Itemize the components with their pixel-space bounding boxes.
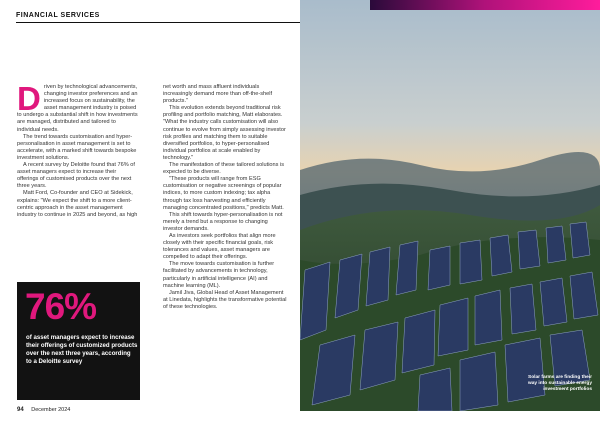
paragraph: The trend towards customisation and hyper-personalisation in asset management is set to accelerate, with a marked shift towards bespoke investment solutions. [17, 133, 137, 161]
paragraph: "These products will range from ESG customisation or negative screenings of popular indices, to more custom indexing; tax alpha through tax loss harvesting and efficiently managing concentrated positions," predicts Matt. [163, 176, 284, 211]
solar-farm-photo [300, 0, 600, 411]
paragraph: As investors seek portfolios that align more closely with their specific financial goals, risk tolerances and values, asset managers are compelled to adapt their offerings. [163, 232, 276, 261]
page-footer [17, 407, 70, 413]
paragraph: net worth and mass affluent individuals increasingly demand more than off-the-shelf products." [163, 84, 273, 105]
stat-number: 76% [25, 286, 97, 327]
solar-farm-image [300, 0, 600, 411]
paragraph: The move towards customisation is further facilitated by advancements in technology, particularly in artificial intelligence (AI) and machine learning (ML). [163, 261, 275, 289]
paragraph: This evolution extends beyond traditional risk profiling and portfolio matching, Matt elaborates. "What the industry calls customisation will also continue to evolve from simply assessing investor risk profiles and matching them to suitable diversified portfolios, to hyper-personalised individual portfolios at scale enabled by technology." [163, 105, 286, 161]
issue-date: December 2024 [31, 407, 71, 413]
paragraph: The manifestation of these tailored solutions is expected to be diverse. [163, 162, 285, 176]
dropcap: D [17, 80, 41, 117]
paragraph: This shift towards hyper-personalisation is not merely a trend but a response to changing investor demands. [163, 211, 283, 232]
article-column-1 [17, 80, 138, 219]
paragraph: A recent survey by Deloitte found that 76% of asset managers expect to increase their offerings of customised products over the next three years. [17, 162, 135, 190]
section-label: FINANCIAL SERVICES [16, 12, 100, 19]
paragraph: riven by technological advancements, changing investor preferences and an increased focus on sustainability, the asset management industry is poised to undergo a substantial shift in how investments are managed, distributed and tailored to individual needs. [17, 84, 138, 133]
article-column-2 [163, 84, 288, 311]
stat-callout [17, 282, 140, 400]
photo-caption: Solar farms are finding their way into sustainable energy investment portfolios [528, 375, 592, 392]
page-number: 94 [17, 407, 24, 413]
paragraph: Jamil Jiva, Global Head of Asset Management at Linedata, highlights the transformative potential of these technologies. [163, 289, 287, 310]
paragraph: Matt Ford, Co-founder and CEO at Sidekick, explains: "We expect the shift to a more client-centric approach in the asset management industry to continue in 2025 and beyond, as high [17, 190, 138, 218]
accent-bar [370, 0, 600, 10]
stat-text: of asset managers expect to increase their offerings of customized products over the next three years, according to a Deloitte survey [26, 334, 138, 365]
